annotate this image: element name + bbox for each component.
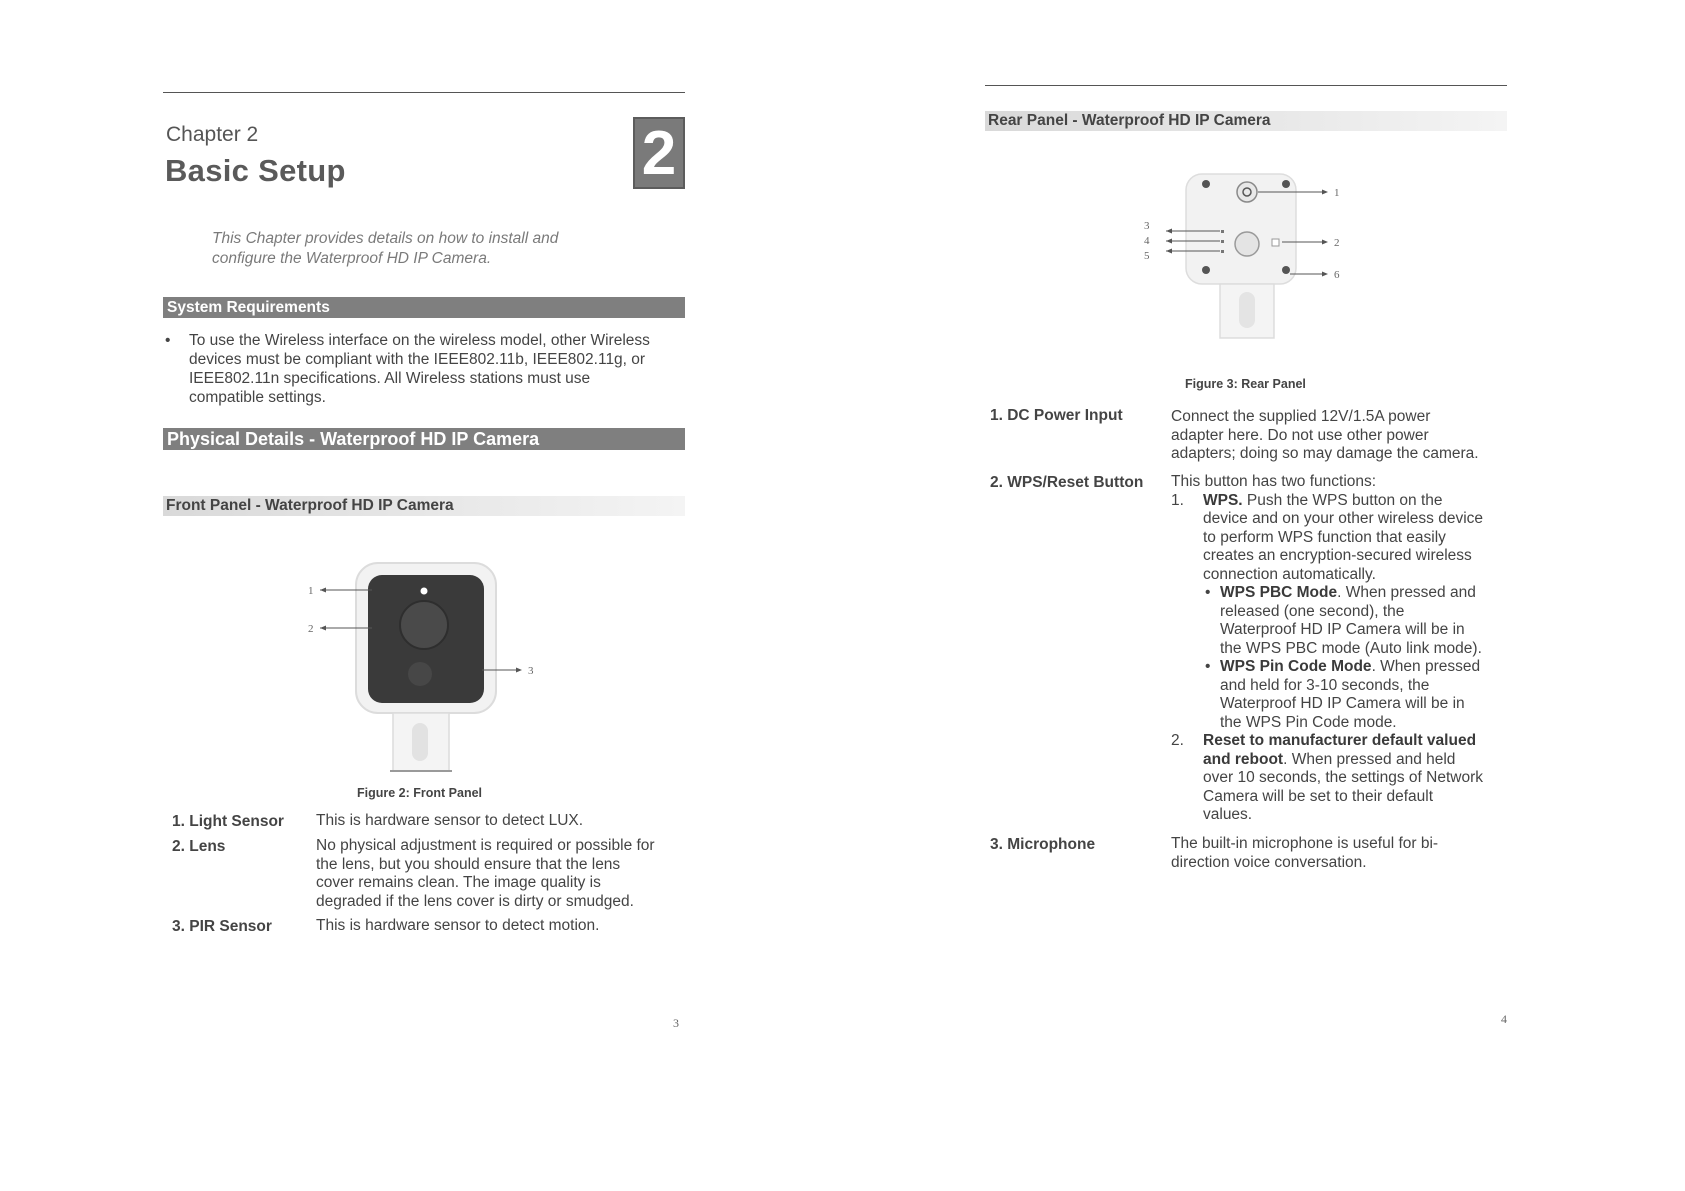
text-line: Connect the supplied 12V/1.5A power (1171, 408, 1431, 425)
microphone-hole (1272, 239, 1279, 246)
bold-term: Reset to manufacturer default valued (1203, 732, 1477, 749)
arrowhead-3 (1166, 229, 1172, 234)
front-panel-definitions (172, 812, 687, 942)
intro-line: configure the Waterproof HD IP Camera. (212, 250, 492, 267)
text-line: released (one second), the (1220, 602, 1405, 620)
text-line: to perform WPS function that easily (1203, 528, 1446, 546)
top-rule-left (163, 92, 685, 93)
text-line: The built-in microphone is useful for bi- (1171, 835, 1439, 852)
text-line: values. (1203, 806, 1253, 823)
numbered-item (1171, 732, 1511, 825)
text-line: direction voice conversation. (1171, 853, 1367, 871)
microphone-description (1171, 835, 1511, 872)
definition-row (172, 837, 687, 911)
bold-term: WPS Pin Code Mode (1220, 658, 1372, 675)
item-number: 1. (1171, 491, 1184, 509)
definition-term: 1. Light Sensor (172, 813, 284, 830)
text-line: creates an encryption-secured wireless (1203, 547, 1472, 564)
text-line: . When pressed (1371, 658, 1481, 675)
chapter-title: Basic Setup (165, 153, 346, 188)
bullet-glyph: • (165, 332, 171, 349)
rear-camera-illustration (1140, 168, 1350, 343)
text-line: . When pressed and (1337, 584, 1476, 601)
text-line: the lens, but you should ensure that the lens (316, 855, 621, 873)
callout-3: 3 (528, 665, 534, 677)
lens (400, 601, 448, 649)
text-line: Waterproof HD IP Camera will be in (1220, 695, 1465, 712)
chapter-number-badge: 2 (633, 117, 685, 189)
callout-2: 2 (1334, 237, 1340, 249)
numbered-item (1171, 492, 1511, 733)
screw (1202, 266, 1210, 274)
text-line: Camera will be set to their default (1203, 787, 1434, 805)
definition-term: 3. Microphone (990, 836, 1096, 853)
definition-term: 2. WPS/Reset Button (990, 474, 1144, 491)
text-line: Waterproof HD IP Camera will be in (1220, 621, 1465, 638)
text-line: cover remains clean. The image quality is (316, 874, 601, 891)
text-line: devices must be compliant with the IEEE802.11b, IEEE802.11g, or (189, 351, 646, 368)
text-line: To use the Wireless interface on the wireless model, other Wireless (189, 332, 650, 349)
text-line: No physical adjustment is required or possible for (316, 837, 655, 854)
page-number-right: 4 (1501, 1012, 1507, 1026)
arrowhead-1 (320, 588, 326, 593)
front-panel-caption: Figure 2: Front Panel (357, 786, 483, 800)
callout-4: 4 (1144, 235, 1150, 247)
callout-1: 1 (308, 585, 314, 597)
text-line: connection automatically. (1203, 565, 1376, 583)
text-line: device and on your other wireless device (1203, 510, 1484, 527)
sub-item (1203, 658, 1483, 732)
callout-1: 1 (1334, 187, 1340, 199)
arrowhead-2 (1322, 240, 1328, 245)
text-line: This is hardware sensor to detect motion. (316, 917, 600, 934)
text-line: the WPS PBC mode (Auto link mode). (1220, 639, 1482, 657)
sub-item (1203, 584, 1483, 658)
definition-row (172, 917, 687, 936)
definition-term: 2. Lens (172, 838, 226, 855)
dc-power-input (1237, 182, 1257, 202)
bold-term: and reboot (1203, 750, 1284, 768)
bold-term: WPS PBC Mode (1220, 584, 1338, 601)
page-number-left: 3 (673, 1016, 679, 1030)
arrowhead-5 (1166, 249, 1172, 254)
led (1221, 250, 1224, 253)
front-panel-figure (300, 555, 540, 780)
callout-6: 6 (1334, 269, 1340, 281)
text-line: degraded if the lens cover is dirty or smudged. (316, 892, 634, 910)
text-line: adapter here. Do not use other power (1171, 426, 1429, 444)
screw (1282, 266, 1290, 274)
text-line: Push the WPS button on the (1242, 491, 1443, 509)
item-number: 2. (1171, 732, 1184, 749)
callout-5: 5 (1144, 250, 1150, 262)
screw (1202, 180, 1210, 188)
definition-row (172, 812, 687, 831)
arrowhead-2 (320, 626, 326, 631)
arrowhead-4 (1166, 239, 1172, 244)
light-sensor (421, 588, 428, 595)
bullet-glyph: • (1205, 584, 1211, 601)
arrowhead-6 (1322, 272, 1328, 277)
text-line: the WPS Pin Code mode. (1220, 713, 1397, 731)
wps-reset-button (1235, 232, 1259, 256)
callout-2: 2 (308, 623, 314, 635)
top-rule-right (985, 85, 1507, 86)
front-panel-heading: Front Panel - Waterproof HD IP Camera (163, 496, 685, 516)
text-line: over 10 seconds, the settings of Network (1203, 769, 1484, 786)
text-line: IEEE802.11n specifications. All Wireless stations must use (189, 370, 591, 387)
rear-panel-caption: Figure 3: Rear Panel (1185, 377, 1306, 391)
text-line: and held for 3-10 seconds, the (1220, 676, 1430, 694)
text-line: compatible settings. (189, 389, 326, 406)
system-requirements-bullet (163, 331, 683, 407)
text-line: This is hardware sensor to detect LUX. (316, 812, 584, 829)
stand-slot (412, 723, 428, 761)
screw (1282, 180, 1290, 188)
text-line: adapters; doing so may damage the camera. (1171, 445, 1479, 462)
system-requirements-heading: System Requirements (163, 297, 685, 318)
bold-term: WPS. (1203, 491, 1243, 509)
arrowhead-3 (516, 668, 522, 673)
definition-term: 3. PIR Sensor (172, 918, 272, 935)
front-camera-illustration (300, 555, 540, 780)
definition-term: 1. DC Power Input (990, 407, 1123, 424)
bullet-glyph: • (1205, 658, 1211, 675)
chapter-intro (212, 229, 558, 269)
led (1221, 230, 1224, 233)
arrowhead-1 (1322, 190, 1328, 195)
rear-stand-slot (1239, 292, 1255, 328)
callout-3: 3 (1144, 220, 1150, 232)
pir-sensor (408, 662, 432, 686)
wps-reset-description (1171, 473, 1511, 825)
text-line: This button has two functions: (1171, 473, 1377, 490)
intro-line: This Chapter provides details on how to install and (212, 230, 559, 247)
dc-power-description (1171, 408, 1511, 464)
rear-panel-figure (1140, 168, 1350, 343)
led (1221, 240, 1224, 243)
rear-panel-heading: Rear Panel - Waterproof HD IP Camera (985, 111, 1507, 131)
physical-details-heading: Physical Details - Waterproof HD IP Camera (163, 428, 685, 450)
text-line: . When pressed and held (1283, 750, 1456, 768)
chapter-label: Chapter 2 (166, 123, 259, 146)
